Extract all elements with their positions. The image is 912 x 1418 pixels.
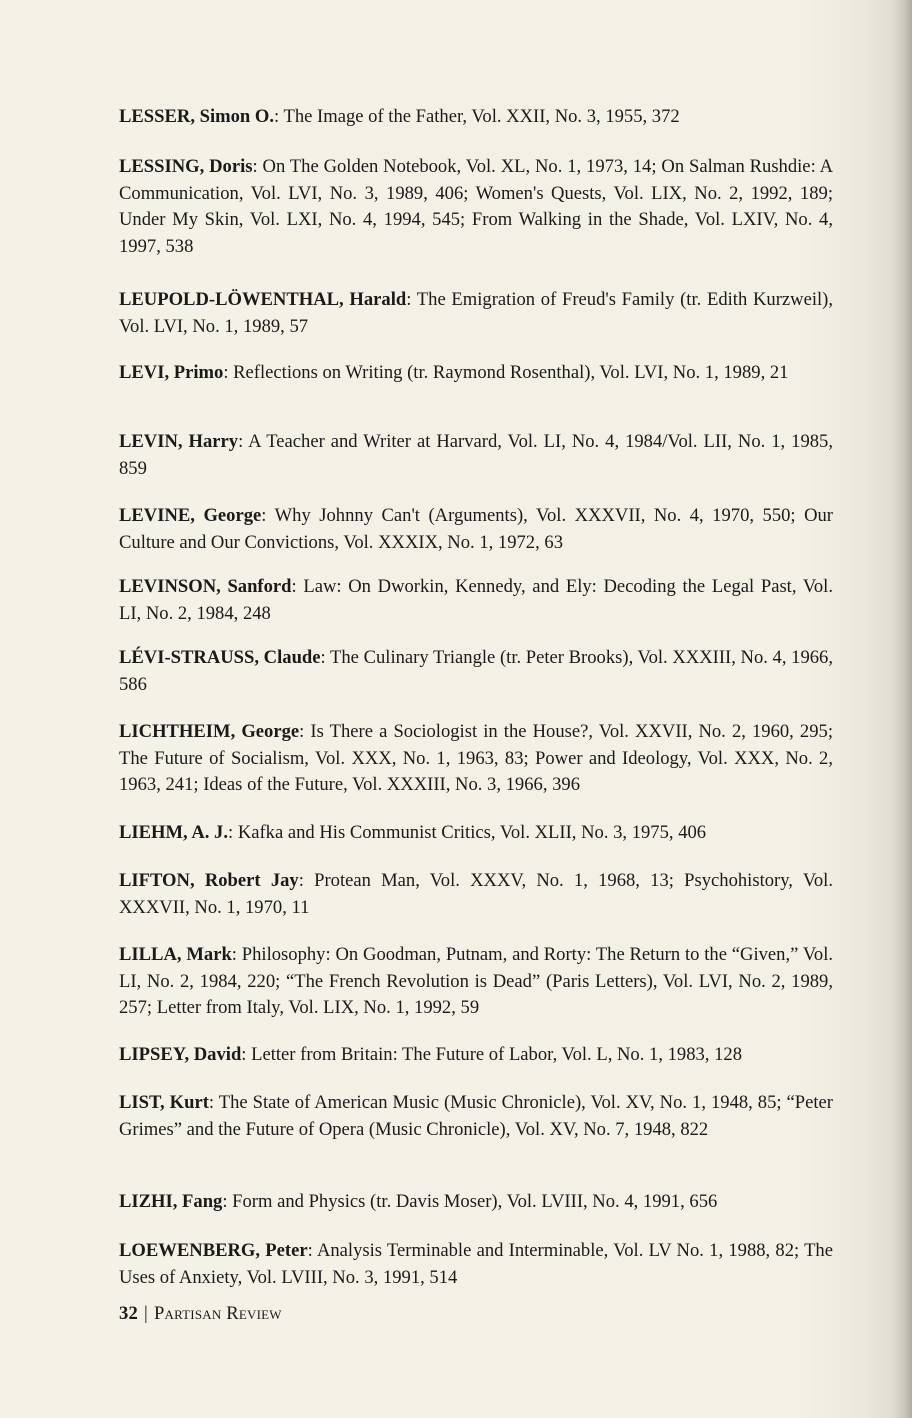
author-name: LEUPOLD-LÖWENTHAL, Harald — [119, 289, 407, 310]
author-name: LEVI, Primo — [119, 362, 224, 383]
index-entry — [119, 1042, 833, 1069]
index-entry — [119, 503, 833, 556]
index-entry — [119, 1238, 833, 1291]
entry-text: : Is There a Sociologist in the House?, Vol. XXVII, No. 2, 1960, 295; The Future of Socialism, Vol. XXX, No. 1, 1963, 83; Power and Ideology, Vol. XXX, No. 2, 1963, 241; Ideas of the Future, Vol. XXXIII, No. 3, 1966, 396 — [119, 721, 833, 795]
entry-text: : Why Johnny Can't (Arguments), Vol. XXXVII, No. 4, 1970, 550; Our Culture and Our Convictions, Vol. XXXIX, No. 1, 1972, 63 — [119, 505, 833, 553]
index-entry — [119, 360, 833, 387]
entry-text: : Form and Physics (tr. Davis Moser), Vol. LVIII, No. 4, 1991, 656 — [222, 1191, 718, 1212]
author-name: LEVINSON, Sanford — [119, 576, 292, 597]
author-name: LEVINE, George — [119, 505, 262, 526]
page-number: 32 — [119, 1303, 138, 1324]
entry-text: : The Image of the Father, Vol. XXII, No. 3, 1955, 372 — [274, 106, 680, 127]
entry-text: : On The Golden Notebook, Vol. XL, No. 1, 1973, 14; On Salman Rushdie: A Communication, Vol. LVI, No. 3, 1989, 406; Women's Quests, Vol. LIX, No. 2, 1992, 189; Under My Skin, Vol. LXI, No. 4, 1994, 545; From Walking in the Shade, Vol. LXIV, No. 4, 1997, 538 — [119, 156, 833, 257]
index-entry — [119, 287, 833, 340]
entry-text: : The State of American Music (Music Chronicle), Vol. XV, No. 1, 1948, 85; “Peter Grimes” and the Future of Opera (Music Chronicle), Vol. XV, No. 7, 1948, 822 — [119, 1092, 833, 1140]
index-entry — [119, 154, 833, 260]
entry-text: : Analysis Terminable and Interminable, Vol. LV No. 1, 1988, 82; The Uses of Anxiety, Vol. LVIII, No. 3, 1991, 514 — [119, 1240, 833, 1288]
author-name: LIPSEY, David — [119, 1044, 242, 1065]
author-name: LIST, Kurt — [119, 1092, 209, 1113]
entry-text: : The Culinary Triangle (tr. Peter Brooks), Vol. XXXIII, No. 4, 1966, 586 — [119, 647, 833, 695]
entry-text: : Philosophy: On Goodman, Putnam, and Rorty: The Return to the “Given,” Vol. LI, No. 2, 1984, 220; “The French Revolution is Dead” (Paris Letters), Vol. LVI, No. 2, 1989, 257; Letter from Italy, Vol. LIX, No. 1, 1992, 59 — [119, 944, 834, 1018]
footer-separator: | — [144, 1303, 148, 1324]
journal-title: Partisan Review — [153, 1303, 282, 1324]
entry-text: : A Teacher and Writer at Harvard, Vol. LI, No. 4, 1984/Vol. LII, No. 1, 1985, 859 — [119, 431, 833, 479]
index-entry — [119, 868, 833, 921]
entry-text: : Protean Man, Vol. XXXV, No. 1, 1968, 13; Psychohistory, Vol. XXXVII, No. 1, 1970, 11 — [119, 870, 833, 918]
author-name: LÉVI-STRAUSS, Claude — [119, 647, 321, 668]
author-name: LICHTHEIM, George — [119, 721, 300, 742]
index-entry — [119, 1189, 833, 1216]
author-name: LIEHM, A. J. — [119, 822, 228, 843]
index-entry — [119, 429, 833, 482]
author-name: LIZHI, Fang — [119, 1191, 223, 1212]
author-name: LOEWENBERG, Peter — [119, 1240, 308, 1261]
author-name: LIFTON, Robert Jay — [119, 870, 299, 891]
index-entry — [119, 645, 833, 698]
entry-text: : Kafka and His Communist Critics, Vol. XLII, No. 3, 1975, 406 — [228, 822, 707, 843]
author-name: LEVIN, Harry — [119, 431, 239, 452]
entry-text: : Reflections on Writing (tr. Raymond Rosenthal), Vol. LVI, No. 1, 1989, 21 — [223, 362, 789, 383]
index-entry — [119, 719, 833, 799]
index-entry — [119, 820, 833, 847]
index-entry — [119, 104, 833, 131]
entry-text: : The Emigration of Freud's Family (tr. Edith Kurzweil), Vol. LVI, No. 1, 1989, 57 — [119, 289, 834, 337]
author-name: LESSING, Doris — [119, 156, 253, 177]
author-name: LESSER, Simon O. — [119, 106, 275, 127]
author-name: LILLA, Mark — [119, 944, 232, 965]
page-footer — [119, 1301, 282, 1327]
index-entry — [119, 574, 833, 627]
page-edge-shadow — [892, 0, 912, 1418]
index-entry — [119, 1090, 833, 1143]
entry-text: : Letter from Britain: The Future of Labor, Vol. L, No. 1, 1983, 128 — [241, 1044, 742, 1065]
entry-text: : Law: On Dworkin, Kennedy, and Ely: Decoding the Legal Past, Vol. LI, No. 2, 1984, 248 — [119, 576, 833, 624]
index-entry — [119, 942, 833, 1022]
